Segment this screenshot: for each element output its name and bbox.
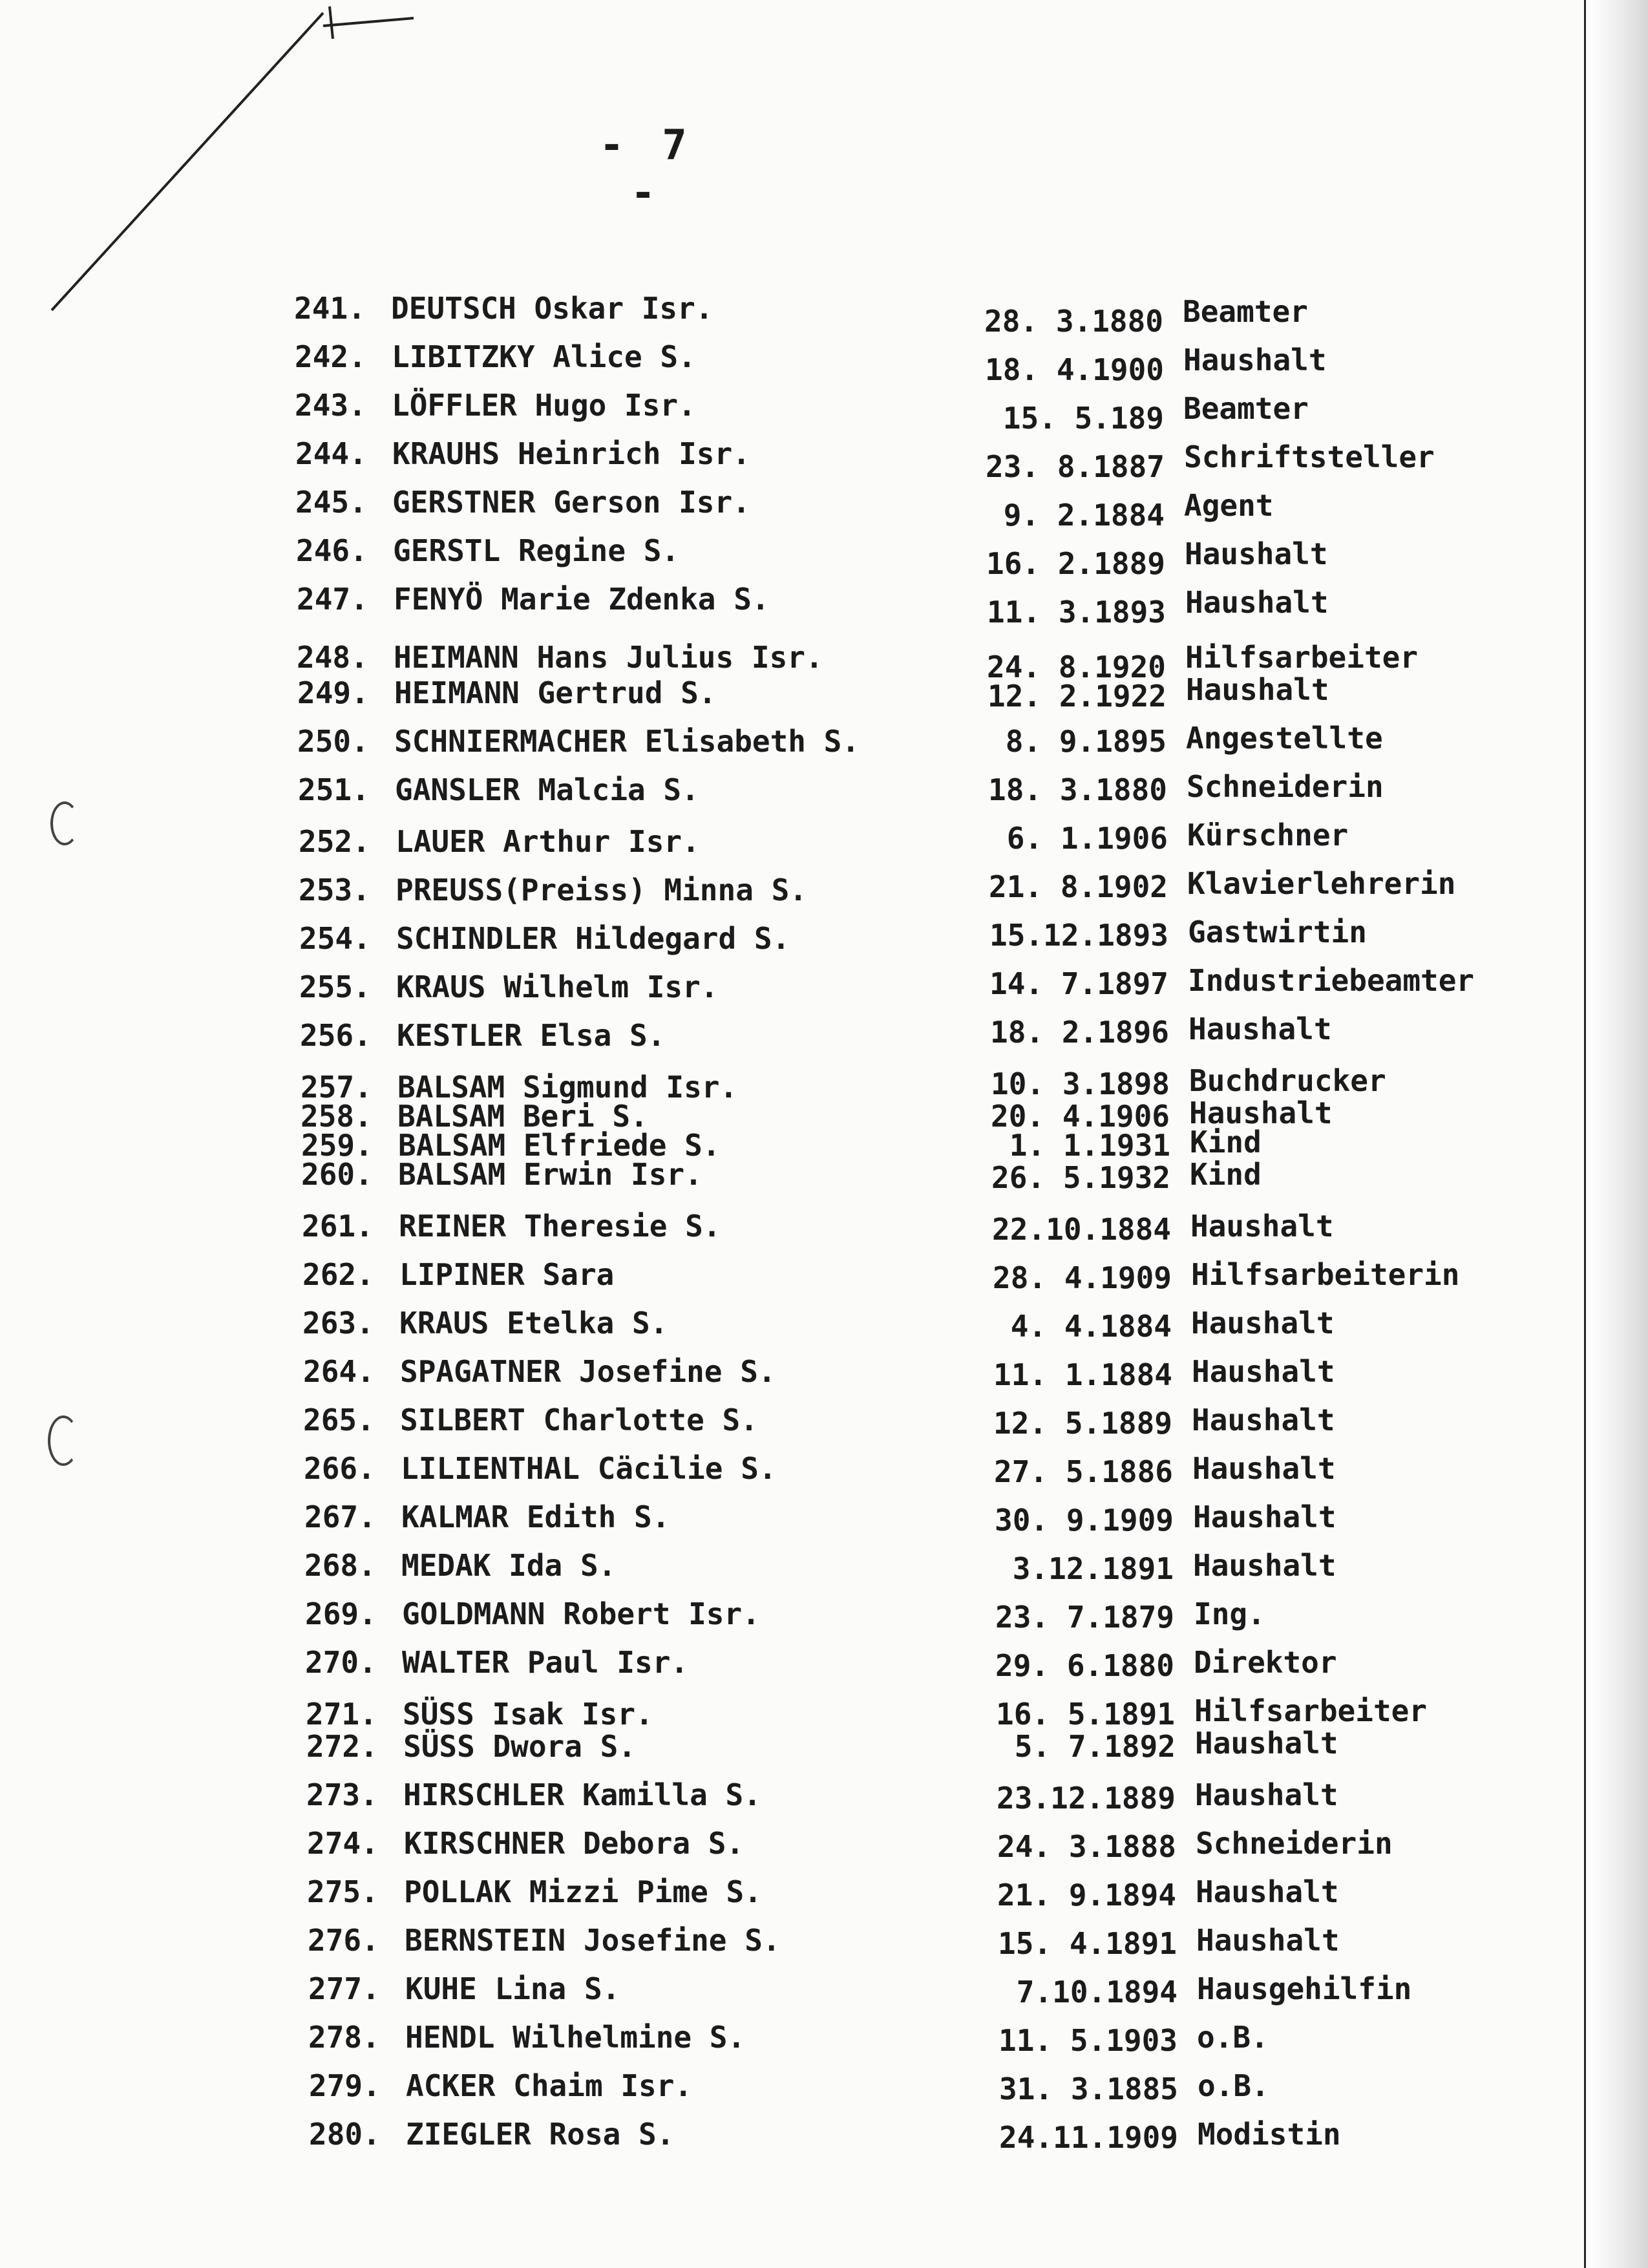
entry-occupation: Schriftsteller <box>1184 440 1435 474</box>
entry-birth-date: 14. 7.1897 <box>989 966 1168 1001</box>
entry-occupation: Haushalt <box>1195 1777 1338 1812</box>
entry-number: 265. <box>303 1403 375 1437</box>
entry-name: BALSAM Sigmund Isr. <box>397 1070 738 1105</box>
entry-number: 252. <box>299 824 370 859</box>
entry-birth-date: 15.12.1893 <box>989 918 1168 953</box>
entry-name: LAUER Arthur Isr. <box>396 824 700 859</box>
entry-number: 267. <box>304 1500 376 1534</box>
entry-occupation: Kind <box>1190 1157 1262 1192</box>
entry-birth-date: 21. 9.1894 <box>997 1878 1176 1913</box>
entry-occupation: Haushalt <box>1191 1306 1335 1341</box>
entry-occupation: Hausgehilfin <box>1197 1971 1412 2006</box>
entry-number: 262. <box>302 1257 374 1292</box>
entry-birth-date: 24.11.1909 <box>999 2120 1178 2155</box>
entry-birth-date: 11. 1.1884 <box>993 1357 1172 1392</box>
entry-name: SCHINDLER Hildegard S. <box>396 921 790 956</box>
entry-birth-date: 15. 4.1891 <box>998 1926 1177 1961</box>
entry-occupation: Direktor <box>1194 1645 1337 1680</box>
entry-occupation: Haushalt <box>1192 1451 1336 1486</box>
entry-occupation: Schneiderin <box>1187 769 1384 804</box>
entry-number: 264. <box>303 1354 375 1389</box>
entry-occupation: Modistin <box>1198 2117 1341 2152</box>
entry-number: 255. <box>299 970 371 1004</box>
entry-number: 273. <box>306 1777 378 1812</box>
entry-occupation: Hilfsarbeiterin <box>1191 1257 1460 1292</box>
entry-number: 277. <box>308 1971 380 2006</box>
entry-occupation: Haushalt <box>1189 1096 1333 1130</box>
entry-name: KRAUS Etelka S. <box>399 1306 668 1341</box>
entry-number: 244. <box>295 436 367 471</box>
entry-number: 275. <box>307 1874 379 1909</box>
entry-name: SILBERT Charlotte S. <box>400 1403 758 1437</box>
entry-number: 243. <box>295 388 366 423</box>
entry-number: 278. <box>308 2020 380 2055</box>
entry-name: ACKER Chaim Isr. <box>406 2068 693 2103</box>
entry-name: BERNSTEIN Josefine S. <box>405 1923 781 1958</box>
entry-birth-date: 5. 7.1892 <box>1014 1729 1176 1764</box>
entry-number: 251. <box>298 772 370 807</box>
entry-birth-date: 30. 9.1909 <box>995 1503 1174 1538</box>
entry-birth-date: 28. 4.1909 <box>993 1260 1172 1295</box>
entry-birth-date: 12. 2.1922 <box>988 679 1167 714</box>
entry-birth-date: 16. 5.1891 <box>996 1697 1175 1732</box>
entry-name: LIPINER Sara <box>399 1257 615 1292</box>
entry-birth-date: 9. 2.1884 <box>1003 498 1165 533</box>
entry-occupation: Angestellte <box>1186 721 1383 756</box>
entry-number: 248. <box>297 640 368 675</box>
entry-number: 263. <box>302 1306 374 1341</box>
entry-name: KIRSCHNER Debora S. <box>404 1826 745 1861</box>
entry-occupation: Schneiderin <box>1196 1826 1393 1861</box>
entry-birth-date: 31. 3.1885 <box>999 2072 1178 2106</box>
entry-occupation: Haushalt <box>1183 343 1327 377</box>
entry-number: 280. <box>309 2117 381 2152</box>
entry-occupation: Buchdrucker <box>1189 1063 1386 1098</box>
entry-name: GERSTNER Gerson Isr. <box>392 485 750 520</box>
entry-name: SCHNIERMACHER Elisabeth S. <box>394 724 860 759</box>
entry-birth-date: 4. 4.1884 <box>1010 1309 1172 1344</box>
entry-birth-date: 24. 8.1920 <box>987 650 1166 684</box>
entry-occupation: Agent <box>1184 488 1274 523</box>
entry-number: 274. <box>307 1826 379 1861</box>
entry-number: 279. <box>309 2068 381 2103</box>
entry-birth-date: 15. 5.189 <box>1002 401 1164 436</box>
entry-birth-date: 12. 5.1889 <box>993 1406 1172 1441</box>
entry-occupation: Hilfsarbeiter <box>1194 1693 1428 1728</box>
entry-name: LIBITZKY Alice S. <box>392 339 696 374</box>
entry-name: BALSAM Beri S. <box>397 1099 648 1134</box>
entry-occupation: Beamter <box>1183 391 1309 426</box>
entry-name: BALSAM Elfriede S. <box>398 1128 721 1163</box>
entry-occupation: Haushalt <box>1188 1012 1332 1046</box>
entry-name: SPAGATNER Josefine S. <box>400 1354 776 1389</box>
entry-birth-date: 28. 3.1880 <box>984 304 1163 339</box>
entry-occupation: Haushalt <box>1186 672 1329 707</box>
entry-occupation: Kind <box>1190 1125 1262 1160</box>
entry-name: FENYÖ Marie Zdenka S. <box>394 582 770 617</box>
entry-birth-date: 26. 5.1932 <box>991 1160 1170 1195</box>
entry-name: SÜSS Isak Isr. <box>403 1697 653 1732</box>
entry-number: 269. <box>305 1596 377 1631</box>
entry-occupation: Haushalt <box>1190 1209 1334 1244</box>
entry-number: 260. <box>301 1157 373 1192</box>
entry-birth-date: 20. 4.1906 <box>991 1099 1170 1134</box>
entry-name: REINER Theresie S. <box>399 1209 721 1244</box>
entry-number: 270. <box>305 1645 377 1680</box>
entry-birth-date: 18. 2.1896 <box>990 1015 1169 1050</box>
entry-name: GERSTL Regine S. <box>393 533 680 568</box>
entry-name: KRAUS Wilhelm Isr. <box>396 970 719 1004</box>
entry-birth-date: 3.12.1891 <box>1012 1551 1174 1586</box>
entry-birth-date: 11. 5.1903 <box>998 2023 1178 2058</box>
entry-number: 261. <box>302 1209 374 1244</box>
entry-occupation: Haushalt <box>1196 1874 1339 1909</box>
entry-birth-date: 22.10.1884 <box>992 1212 1171 1247</box>
entry-occupation: Klavierlehrerin <box>1187 866 1456 901</box>
entry-birth-date: 21. 8.1902 <box>989 869 1168 904</box>
entry-name: KUHE Lina S. <box>405 1971 620 2006</box>
entry-occupation: Industriebeamter <box>1188 963 1475 998</box>
entry-occupation: Haushalt <box>1193 1500 1336 1534</box>
entry-number: 245. <box>295 485 367 520</box>
entry-occupation: Hilfsarbeiter <box>1185 640 1419 675</box>
entry-name: BALSAM Erwin Isr. <box>398 1157 703 1192</box>
entry-birth-date: 16. 2.1889 <box>986 546 1165 581</box>
entry-birth-date: 18. 3.1880 <box>988 772 1167 807</box>
entry-number: 254. <box>299 921 371 956</box>
entry-birth-date: 6. 1.1906 <box>1006 821 1168 856</box>
entry-number: 276. <box>308 1923 379 1958</box>
entry-birth-date: 10. 3.1898 <box>991 1066 1170 1101</box>
entry-name: HEIMANN Hans Julius Isr. <box>394 640 823 675</box>
entry-name: HEIMANN Gertrud S. <box>394 675 717 710</box>
page-number: - 7 - <box>599 122 693 217</box>
entry-occupation: Haushalt <box>1192 1354 1335 1389</box>
entry-name: DEUTSCH Oskar Isr. <box>391 291 713 326</box>
entry-number: 242. <box>295 339 366 374</box>
entry-number: 256. <box>300 1018 372 1053</box>
entry-birth-date: 29. 6.1880 <box>995 1648 1174 1683</box>
entry-occupation: Haushalt <box>1195 1726 1338 1761</box>
entry-birth-date: 24. 3.1888 <box>997 1829 1176 1864</box>
entry-number: 268. <box>304 1548 376 1583</box>
entry-occupation: Haushalt <box>1196 1923 1340 1958</box>
entry-occupation: Beamter <box>1183 294 1308 329</box>
entry-number: 246. <box>296 533 368 568</box>
entry-number: 272. <box>306 1729 378 1764</box>
entry-name: LÖFFLER Hugo Isr. <box>392 388 696 423</box>
entry-number: 247. <box>297 582 368 617</box>
entry-number: 257. <box>301 1070 372 1105</box>
entry-occupation: Gastwirtin <box>1188 915 1367 949</box>
entry-birth-date: 23. 8.1887 <box>986 449 1165 484</box>
entry-number: 266. <box>304 1451 375 1486</box>
entry-name: GOLDMANN Robert Isr. <box>402 1596 760 1631</box>
entry-name: POLLAK Mizzi Pime S. <box>404 1874 762 1909</box>
entry-name: ZIEGLER Rosa S. <box>406 2117 675 2152</box>
entry-occupation: Kürschner <box>1187 818 1349 853</box>
entry-birth-date: 8. 9.1895 <box>1005 724 1167 759</box>
entry-birth-date: 7.10.1894 <box>1016 1975 1178 2009</box>
entry-birth-date: 1. 1.1931 <box>1009 1128 1170 1163</box>
entry-birth-date: 23. 7.1879 <box>995 1600 1174 1635</box>
entry-number: 241. <box>294 291 366 326</box>
entry-occupation: Haushalt <box>1193 1548 1336 1583</box>
entry-number: 249. <box>297 675 369 710</box>
entry-birth-date: 11. 3.1893 <box>987 595 1166 630</box>
entry-name: KALMAR Edith S. <box>401 1500 670 1534</box>
entry-occupation: Haushalt <box>1185 536 1328 571</box>
entry-number: 250. <box>297 724 369 759</box>
entry-occupation: o.B. <box>1197 2020 1269 2055</box>
entry-birth-date: 18. 4.1900 <box>985 352 1164 387</box>
entry-birth-date: 23.12.1889 <box>997 1781 1176 1816</box>
entry-name: SÜSS Dwora S. <box>403 1729 637 1764</box>
entry-name: LILIENTHAL Cäcilie S. <box>401 1451 777 1486</box>
entry-name: PREUSS(Preiss) Minna S. <box>396 873 807 907</box>
entry-number: 271. <box>306 1697 377 1732</box>
entry-occupation: Ing. <box>1194 1596 1265 1631</box>
entry-name: HENDL Wilhelmine S. <box>405 2020 746 2055</box>
entry-name: KESTLER Elsa S. <box>397 1018 666 1053</box>
entry-occupation: Haushalt <box>1192 1403 1335 1437</box>
entry-number: 253. <box>299 873 370 907</box>
entry-name: KRAUHS Heinrich Isr. <box>392 436 750 471</box>
entry-name: GANSLER Malcia S. <box>395 772 699 807</box>
entry-occupation: Haushalt <box>1185 585 1329 620</box>
entry-number: 259. <box>301 1128 373 1163</box>
entry-occupation: o.B. <box>1198 2068 1269 2103</box>
entry-birth-date: 27. 5.1886 <box>994 1454 1173 1489</box>
entry-name: HIRSCHLER Kamilla S. <box>403 1777 761 1812</box>
entry-name: MEDAK Ida S. <box>401 1548 617 1583</box>
entry-name: WALTER Paul Isr. <box>402 1645 689 1680</box>
entry-number: 258. <box>301 1099 372 1134</box>
